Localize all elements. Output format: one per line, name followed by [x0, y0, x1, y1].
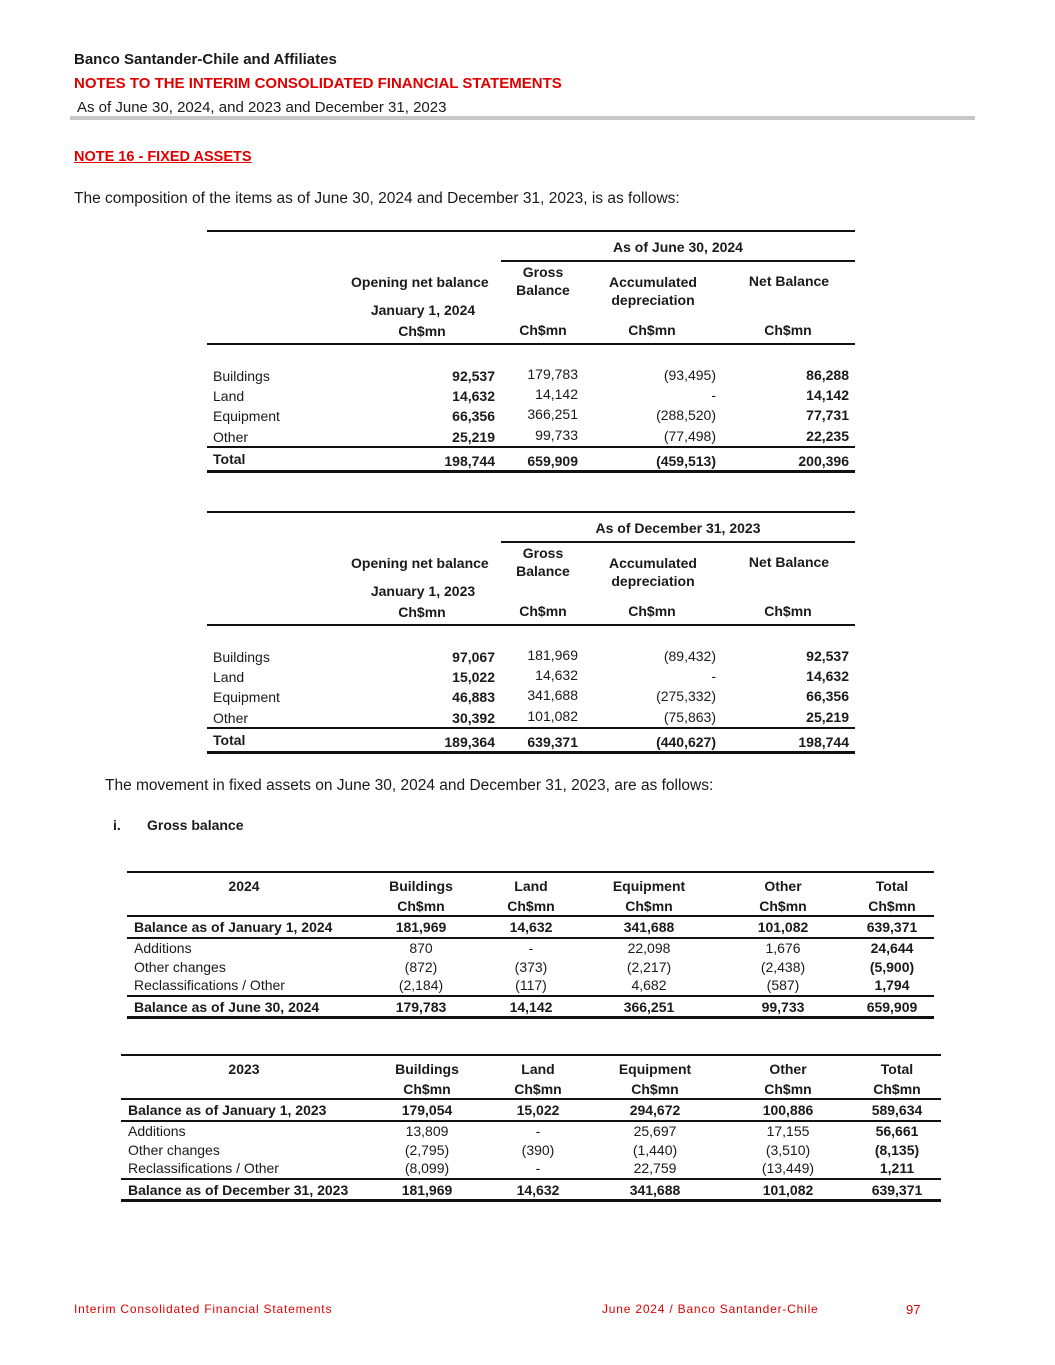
- opening-value: 181,969: [395, 919, 447, 935]
- unit-label: Ch$mn: [631, 1081, 679, 1097]
- unit-label: Ch$mn: [628, 603, 676, 619]
- unit-label: Ch$mn: [868, 898, 916, 914]
- movement-value: 870: [409, 940, 433, 956]
- movement-value: (390): [521, 1142, 555, 1158]
- movement-value: (2,217): [626, 959, 672, 975]
- movement-value: (13,449): [761, 1160, 815, 1176]
- opening-value: 639,371: [866, 919, 918, 935]
- row-label: Buildings: [213, 649, 270, 665]
- opening-value: 294,672: [629, 1102, 681, 1118]
- movement-value: (3,510): [765, 1142, 811, 1158]
- col-opening-date: January 1, 2024: [370, 302, 476, 318]
- unit-label: Ch$mn: [628, 322, 676, 338]
- table-bottom-rule: [127, 1016, 934, 1019]
- total-opening: 198,744: [444, 453, 495, 469]
- group-header: As of June 30, 2024: [613, 239, 743, 255]
- opening-bottom-rule: [127, 937, 934, 939]
- opening-value: 30,392: [452, 710, 495, 726]
- gross-value: 366,251: [527, 406, 578, 422]
- gross-value: 14,142: [535, 386, 578, 402]
- row-label: Buildings: [213, 368, 270, 384]
- net-value: 77,731: [806, 407, 849, 423]
- movement-value: (2,438): [760, 959, 806, 975]
- summary-table-2023: [207, 511, 855, 756]
- table-top-rule: [207, 230, 855, 232]
- table-bottom-rule: [121, 1199, 941, 1202]
- note-title: NOTE 16 - FIXED ASSETS: [74, 149, 252, 165]
- column-header: Land: [521, 1061, 555, 1077]
- opening-value: 341,688: [623, 919, 675, 935]
- closing-top-rule: [121, 1178, 941, 1180]
- header-divider: [70, 116, 975, 120]
- movement-value: 56,661: [875, 1123, 919, 1139]
- opening-value: 179,054: [401, 1102, 453, 1118]
- opening-label: Balance as of January 1, 2023: [128, 1102, 327, 1118]
- movement-value: (117): [515, 977, 547, 993]
- movement-value: (8,135): [874, 1142, 920, 1158]
- row-label: Equipment: [213, 408, 280, 424]
- unit-label: Ch$mn: [403, 1081, 451, 1097]
- movement-row-label: Other changes: [134, 959, 226, 975]
- movement-value: 13,809: [405, 1123, 449, 1139]
- opening-value: 46,883: [452, 689, 495, 705]
- opening-value: 15,022: [516, 1102, 560, 1118]
- movement-table-2024: [127, 871, 934, 1021]
- net-value: 14,142: [806, 387, 849, 403]
- group-header-rule: [501, 260, 855, 262]
- column-header: Buildings: [389, 878, 453, 894]
- header-bottom-rule: [121, 1098, 941, 1100]
- movement-value: (373): [514, 959, 548, 975]
- closing-label: Balance as of June 30, 2024: [134, 999, 320, 1015]
- opening-value: 66,356: [452, 408, 495, 424]
- movement-row-label: Reclassifications / Other: [128, 1160, 279, 1176]
- closing-value: 341,688: [629, 1182, 681, 1198]
- column-header: Equipment: [618, 1061, 692, 1077]
- total-gross: 639,371: [527, 734, 578, 750]
- total-accum: (459,513): [656, 453, 716, 469]
- page-number: 97: [906, 1302, 921, 1317]
- total-accum: (440,627): [656, 734, 716, 750]
- table-top-rule: [207, 511, 855, 513]
- column-header: Total: [875, 878, 909, 894]
- intro-text: The composition of the items as of June 30, 2024 and December 31, 2023, is as follows:: [74, 190, 680, 207]
- year-header: 2023: [228, 1061, 260, 1077]
- closing-value: 659,909: [866, 999, 918, 1015]
- movement-row-label: Additions: [128, 1123, 186, 1139]
- accum-value: (77,498): [663, 428, 716, 444]
- opening-label: Balance as of January 1, 2024: [134, 919, 333, 935]
- accum-value: (275,332): [656, 688, 716, 704]
- closing-top-rule: [127, 995, 934, 997]
- movement-value: (872): [404, 959, 438, 975]
- movement-value: -: [535, 1123, 541, 1139]
- unit-label: Ch$mn: [519, 322, 567, 338]
- net-value: 92,537: [806, 648, 849, 664]
- movement-value: (587): [766, 977, 800, 993]
- column-header: Total: [880, 1061, 914, 1077]
- as-of-date: As of June 30, 2024, and 2023 and December 31, 2023: [77, 99, 447, 116]
- unit-label: Ch$mn: [764, 322, 812, 338]
- total-net: 200,396: [798, 453, 849, 469]
- group-header-rule: [501, 541, 855, 543]
- col-gross-header: Gross Balance: [516, 264, 570, 298]
- movement-value: 22,098: [627, 940, 671, 956]
- closing-label: Balance as of December 31, 2023: [128, 1182, 349, 1198]
- col-net-header: Net Balance: [748, 273, 830, 289]
- opening-value: 97,067: [452, 649, 495, 665]
- accum-value: (75,863): [663, 709, 716, 725]
- accum-value: (93,495): [663, 367, 716, 383]
- table-top-rule: [127, 871, 934, 873]
- subsection-title: Gross balance: [147, 817, 244, 833]
- opening-value: 101,082: [757, 919, 809, 935]
- col-opening-header: Opening net balance: [351, 274, 489, 290]
- total-top-rule: [207, 727, 855, 729]
- row-label: Other: [213, 710, 249, 726]
- movement-value: 24,644: [870, 940, 914, 956]
- unit-label: Ch$mn: [519, 603, 567, 619]
- movement-value: (5,900): [869, 959, 915, 975]
- movement-table-2023: [121, 1054, 941, 1204]
- closing-value: 101,082: [762, 1182, 814, 1198]
- movement-value: 1,676: [765, 940, 801, 956]
- company-name: Banco Santander-Chile and Affiliates: [74, 51, 337, 68]
- col-accum-header: Accumulated depreciation: [609, 274, 697, 308]
- accum-value: -: [711, 387, 716, 403]
- unit-label: Ch$mn: [397, 898, 445, 914]
- total-net: 198,744: [798, 734, 849, 750]
- unit-label: Ch$mn: [507, 898, 555, 914]
- unit-label: Ch$mn: [873, 1081, 921, 1097]
- group-header: As of December 31, 2023: [595, 520, 761, 536]
- unit-label: Ch$mn: [398, 604, 446, 620]
- col-accum-header: Accumulated depreciation: [609, 555, 697, 589]
- gross-value: 181,969: [527, 647, 578, 663]
- movement-value: (1,440): [632, 1142, 678, 1158]
- closing-value: 14,142: [509, 999, 553, 1015]
- col-opening-header: Opening net balance: [351, 555, 489, 571]
- col-gross-header: Gross Balance: [516, 545, 570, 579]
- opening-value: 92,537: [452, 368, 495, 384]
- row-label: Other: [213, 429, 249, 445]
- column-header: Buildings: [395, 1061, 459, 1077]
- movement-value: (2,184): [398, 977, 444, 993]
- total-opening: 189,364: [444, 734, 495, 750]
- unit-label: Ch$mn: [398, 323, 446, 339]
- table-bottom-rule: [207, 751, 855, 754]
- closing-value: 99,733: [761, 999, 805, 1015]
- header-bottom-rule: [127, 915, 934, 917]
- col-opening-date: January 1, 2023: [370, 583, 476, 599]
- row-label: Equipment: [213, 689, 280, 705]
- opening-value: 14,632: [452, 388, 495, 404]
- closing-value: 181,969: [401, 1182, 453, 1198]
- closing-value: 639,371: [871, 1182, 923, 1198]
- column-header: Other: [769, 1061, 807, 1077]
- table-top-rule: [121, 1054, 941, 1056]
- gross-value: 14,632: [535, 667, 578, 683]
- opening-value: 15,022: [452, 669, 495, 685]
- movement-value: (8,099): [404, 1160, 450, 1176]
- opening-bottom-rule: [121, 1120, 941, 1122]
- movement-value: 4,682: [631, 977, 667, 993]
- col-net-header: Net Balance: [748, 554, 830, 570]
- subsection-index: i.: [113, 817, 121, 833]
- opening-value: 589,634: [871, 1102, 923, 1118]
- accum-value: (89,432): [663, 648, 716, 664]
- movement-value: 25,697: [633, 1123, 677, 1139]
- movement-value: 22,759: [633, 1160, 677, 1176]
- accum-value: (288,520): [656, 407, 716, 423]
- opening-value: 100,886: [762, 1102, 814, 1118]
- unit-label: Ch$mn: [759, 898, 807, 914]
- movement-intro-text: The movement in fixed assets on June 30, 2024 and December 31, 2023, are as follows:: [105, 777, 714, 794]
- gross-value: 341,688: [527, 687, 578, 703]
- movement-value: -: [535, 1160, 541, 1176]
- movement-row-label: Other changes: [128, 1142, 220, 1158]
- movement-value: 1,794: [874, 977, 910, 993]
- movement-row-label: Additions: [134, 940, 192, 956]
- closing-value: 14,632: [516, 1182, 560, 1198]
- header-bottom-rule: [207, 343, 855, 345]
- net-value: 22,235: [806, 428, 849, 444]
- total-label: Total: [213, 451, 246, 467]
- column-header: Land: [514, 878, 548, 894]
- opening-value: 25,219: [452, 429, 495, 445]
- gross-value: 99,733: [535, 427, 578, 443]
- gross-value: 101,082: [527, 708, 578, 724]
- header-bottom-rule: [207, 624, 855, 626]
- net-value: 25,219: [806, 709, 849, 725]
- unit-label: Ch$mn: [625, 898, 673, 914]
- net-value: 66,356: [806, 688, 849, 704]
- opening-value: 14,632: [509, 919, 553, 935]
- year-header: 2024: [228, 878, 260, 894]
- movement-value: (2,795): [404, 1142, 450, 1158]
- net-value: 14,632: [806, 668, 849, 684]
- closing-value: 366,251: [623, 999, 675, 1015]
- table-bottom-rule: [207, 470, 855, 473]
- summary-table-2024: [207, 230, 855, 475]
- column-header: Other: [764, 878, 802, 894]
- footer-middle: June 2024 / Banco Santander-Chile: [602, 1302, 819, 1316]
- closing-value: 179,783: [395, 999, 447, 1015]
- total-label: Total: [213, 732, 246, 748]
- total-gross: 659,909: [527, 453, 578, 469]
- accum-value: -: [711, 668, 716, 684]
- net-value: 86,288: [806, 367, 849, 383]
- column-header: Equipment: [612, 878, 686, 894]
- row-label: Land: [213, 388, 245, 404]
- movement-value: 1,211: [879, 1160, 915, 1176]
- footer-left: Interim Consolidated Financial Statements: [74, 1302, 333, 1316]
- unit-label: Ch$mn: [514, 1081, 562, 1097]
- notes-title: NOTES TO THE INTERIM CONSOLIDATED FINANCIAL STATEMENTS: [74, 75, 562, 92]
- unit-label: Ch$mn: [764, 1081, 812, 1097]
- movement-value: 17,155: [766, 1123, 810, 1139]
- total-top-rule: [207, 446, 855, 448]
- movement-value: -: [528, 940, 534, 956]
- unit-label: Ch$mn: [764, 603, 812, 619]
- movement-row-label: Reclassifications / Other: [134, 977, 285, 993]
- row-label: Land: [213, 669, 245, 685]
- gross-value: 179,783: [527, 366, 578, 382]
